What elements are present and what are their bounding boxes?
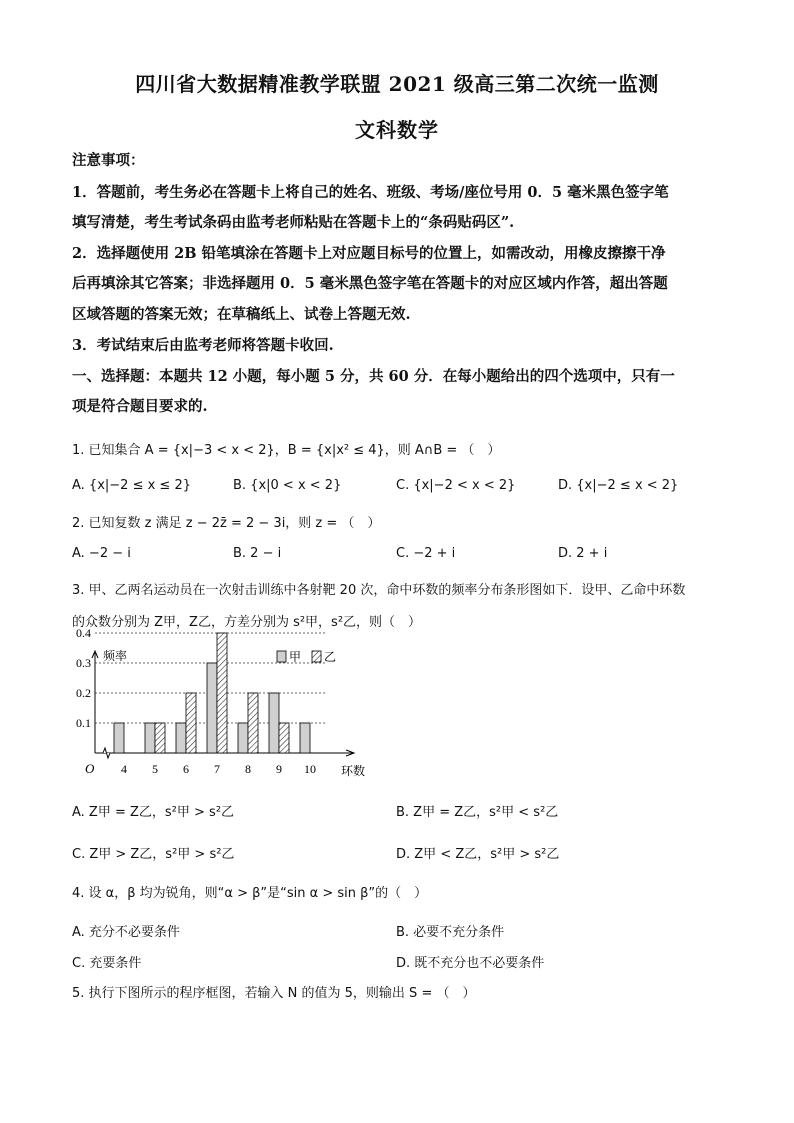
bar-jia: [269, 693, 279, 753]
note-2-line-3: 区域答题的答案无效；在草稿纸上、试卷上答题无效.: [72, 306, 411, 323]
q2-stem: 2. 已知复数 z 满足 z − 2z̄ = 2 − 3i，则 z = （ ）: [72, 516, 381, 531]
note-3: 3．考试结束后由监考老师将答题卡收回.: [72, 337, 334, 354]
x-tick-label: 8: [245, 762, 251, 776]
q3-option-c: C. Z甲 > Z乙，s²甲 > s²乙: [72, 847, 235, 862]
q1-option-d: D. {x|−2 ≤ x < 2}: [558, 478, 679, 493]
q1-stem: 1. 已知集合 A = {x|−3 < x < 2}，B = {x|x² ≤ 4}，则 A∩B = （ ）: [72, 443, 501, 458]
origin-label: O: [85, 761, 95, 776]
y-tick-label: 0.1: [76, 716, 91, 730]
q4-option-d: D. 既不充分也不必要条件: [396, 956, 545, 971]
bar-yi: [155, 723, 165, 753]
q3-stem-line-1: 3. 甲、乙两名运动员在一次射击训练中各射靶 20 次，命中环数的频率分布条形图如下．设甲、乙命中环数: [72, 583, 686, 598]
frequency-bar-chart: [70, 626, 370, 785]
x-tick-label: 7: [214, 762, 220, 776]
q4-option-c: C. 充要条件: [72, 956, 142, 971]
q2-option-c: C. −2 + i: [396, 546, 456, 561]
bar-yi: [279, 723, 289, 753]
q2-option-d: D. 2 + i: [558, 546, 608, 561]
bar-jia: [114, 723, 124, 753]
section-1-line-1: 一、选择题：本题共 12 小题，每小题 5 分，共 60 分．在每小题给出的四个选项中，只有一: [72, 368, 675, 385]
bar-jia: [207, 663, 217, 753]
notes-heading: 注意事项：: [72, 152, 145, 169]
bar-yi: [217, 633, 227, 753]
legend-label-yi: 乙: [324, 650, 337, 664]
x-tick-label: 5: [152, 762, 158, 776]
q1-option-b: B. {x|0 < x < 2}: [233, 478, 342, 493]
y-axis-label: 频率: [103, 649, 128, 663]
x-axis-break: [103, 748, 110, 758]
legend-swatch-jia: [277, 651, 286, 662]
q4-option-b: B. 必要不充分条件: [396, 925, 505, 940]
bar-jia: [300, 723, 310, 753]
note-2-line-2: 后再填涂其它答案；非选择题用 0．5 毫米黑色签字笔在答题卡的对应区域内作答，超出答题: [72, 275, 668, 292]
x-tick-label: 4: [121, 762, 127, 776]
q5-stem: 5. 执行下图所示的程序框图，若输入 N 的值为 5，则输出 S = （ ）: [72, 986, 476, 1001]
legend-swatch-yi: [312, 651, 321, 662]
bar-jia: [238, 723, 248, 753]
q1-option-c: C. {x|−2 < x < 2}: [396, 478, 516, 493]
q3-stem-line-2: 的众数分别为 Z甲，Z乙，方差分别为 s²甲，s²乙，则（ ）: [72, 615, 422, 630]
q3-option-d: D. Z甲 < Z乙，s²甲 > s²乙: [396, 847, 560, 862]
y-tick-label: 0.4: [76, 626, 91, 640]
q3-option-b: B. Z甲 = Z乙，s²甲 < s²乙: [396, 805, 559, 820]
q3-option-a: A. Z甲 = Z乙，s²甲 > s²乙: [72, 805, 235, 820]
q1-option-a: A. {x|−2 ≤ x ≤ 2}: [72, 478, 191, 493]
exam-subtitle: 文科数学: [355, 118, 439, 142]
q2-option-a: A. −2 − i: [72, 546, 131, 561]
bar-jia: [145, 723, 155, 753]
q4-option-a: A. 充分不必要条件: [72, 925, 180, 940]
q4-stem: 4. 设 α，β 均为锐角，则“α > β”是“sin α > sin β”的（ ）: [72, 886, 428, 901]
section-1-line-2: 项是符合题目要求的.: [72, 398, 208, 415]
x-axis-label: 环数: [341, 764, 366, 778]
x-tick-label: 10: [304, 762, 316, 776]
note-1-line-1: 1．答题前，考生务必在答题卡上将自己的姓名、班级、考场/座位号用 0．5 毫米黑色签字笔: [72, 184, 669, 201]
x-tick-label: 6: [183, 762, 189, 776]
bar-jia: [176, 723, 186, 753]
y-tick-label: 0.2: [76, 686, 91, 700]
q2-option-b: B. 2 − i: [233, 546, 282, 561]
legend-label-jia: 甲: [289, 650, 302, 664]
y-tick-label: 0.3: [76, 656, 91, 670]
note-1-line-2: 填写清楚，考生考试条码由监考老师粘贴在答题卡上的“条码贴码区”.: [72, 214, 515, 231]
note-2-line-1: 2．选择题使用 2B 铅笔填涂在答题卡上对应题目标号的位置上，如需改动，用橡皮擦擦干净: [72, 245, 666, 262]
exam-title: 四川省大数据精准教学联盟 2021 级高三第二次统一监测: [135, 72, 659, 96]
bar-yi: [248, 693, 258, 753]
bar-yi: [186, 693, 196, 753]
x-tick-label: 9: [276, 762, 282, 776]
